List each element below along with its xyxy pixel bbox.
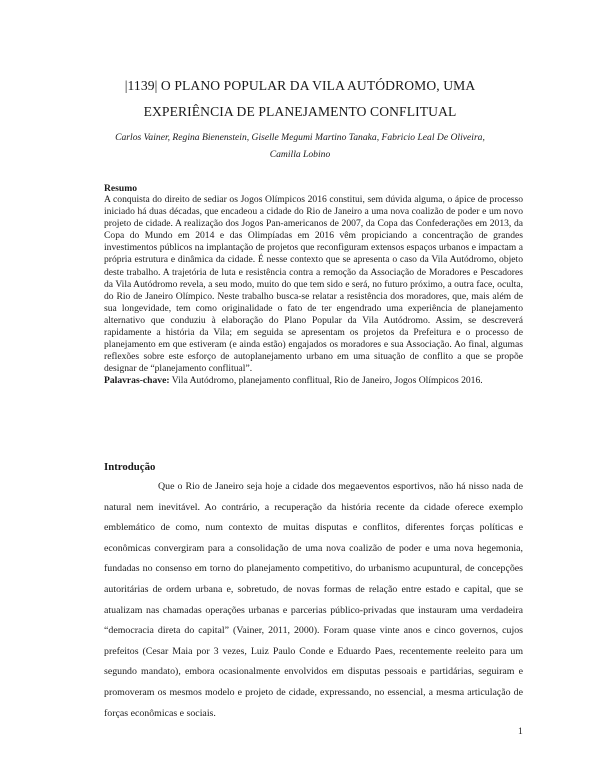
keywords-label: Palavras-chave:	[104, 375, 170, 387]
paper-title-line-2: EXPERIÊNCIA DE PLANEJAMENTO CONFLITUAL	[143, 104, 457, 119]
authors-line-1: Carlos Vainer, Regina Bienenstein, Giselle Megumi Martino Tanaka, Fabricio Leal De Oliveira,	[115, 132, 485, 143]
introduction-paragraph: Que o Rio de Janeiro seja hoje a cidade dos megaeventos esportivos, não há nisso nada de natural nem inevitável. Ao contrário, a recuperação da história recente da cidade oferece exemplo emblemático de como, num contexto de muitas disputas e conflitos, diferentes forças políticas e econômicas convergiram para a consolidação de uma nova coalizão de poder e uma nova hegemonia, fundadas no consenso em torno do planejamento competitivo, do urbanismo acupuntural, de concepções autoritárias de ordem urbana e, sobretudo, de novas formas de relação entre estado e capital, que se atualizam nas chamadas operações urbanas e parcerias público-privadas que instauram uma verdadeira “democracia direta do capital” (Vainer, 2011, 2000). Foram quase vinte anos e cinco governos, cujos prefeitos (Cesar Maia por 3 vezes, Luiz Paulo Conde e Eduardo Paes, recentemente reeleito para um segundo mandato), embora ocasionalmente envolvidos em disputas pessoais e partidárias, seguiram e promoveram os mesmos modelo e projeto de cidade, expressando, no essencial, a mesma articulação de forças econômicas e sociais.	[104, 481, 523, 719]
paper-title-line-1: |1139| O PLANO POPULAR DA VILA AUTÓDROMO, UMA	[124, 78, 476, 93]
abstract-heading: Resumo	[104, 183, 138, 194]
abstract-text: A conquista do direito de sediar os Jogos Olímpicos 2016 constitui, sem dúvida alguma, o ápice de processo iniciado há duas décadas, que encadeou a cidade do Rio de Janeiro a uma nova coalizão de poder e um novo projeto de cidade. A realização dos Jogos Pan-americanos de 2007, da Copa das Confederações em 2013, da Copa do Mundo em 2014 e das Olimpíadas em 2016 vêm propiciando a concentração de grandes investimentos públicos na implantação de projetos que reconfiguram extensos espaços urbanos e impactam a própria estrutura e dinâmica da cidade. É nesse contexto que se apresenta o caso da Vila Autódromo, objeto deste trabalho. A trajetória de luta e resistência contra a remoção da Associação de Moradores e Pescadores da Vila Autódromo revela, a seu modo, muito do que tem sido e será, no futuro próximo, a outra face, oculta, do Rio de Janeiro Olímpico. Neste trabalho busca-se relatar a resistência dos moradores, que, mais além de sua longevidade, tem como originalidade o fato de ter engendrado uma experiência de planejamento alternativo que conduziu à elaboração do Plano Popular da Vila Autódromo. Assim, se descreverá rapidamente a história da Vila; em seguida se apresentam os projetos da Prefeitura e o processo de planejamento em que estiveram (e ainda estão) engajados os moradores e sua Associação. Ao final, algumas reflexões sobre este esforço de autoplanejamento urbano em uma situação de conflito a que se propõe designar de “planejamento conflitual”.	[104, 194, 523, 375]
authors-line-2: Camilla Lobino	[269, 149, 331, 160]
page-number: 1	[518, 726, 523, 737]
keywords-text: Vila Autódromo, planejamento conflitual, Rio de Janeiro, Jogos Olímpicos 2016.	[169, 375, 483, 387]
introduction-heading: Introdução	[104, 461, 156, 473]
abstract-section	[104, 194, 523, 388]
